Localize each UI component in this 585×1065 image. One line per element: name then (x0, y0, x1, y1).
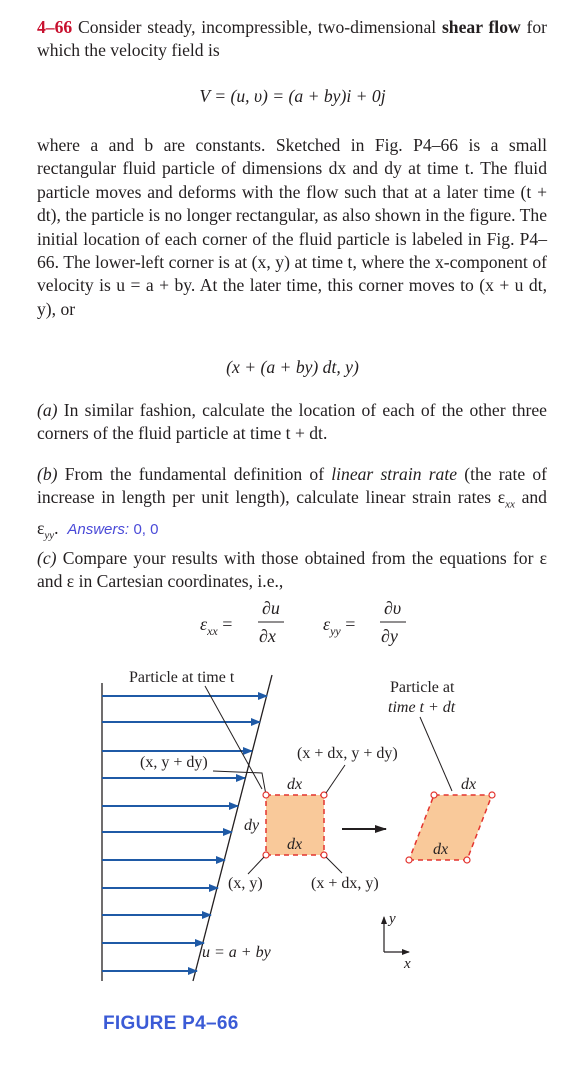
problem-number: 4–66 (37, 17, 73, 37)
label-u-profile: u = a + by (202, 944, 271, 961)
axis-x-label: x (404, 956, 411, 972)
figure-caption: FIGURE P4–66 (103, 1013, 239, 1034)
problem-intro (37, 16, 547, 63)
figure-p4-66 (0, 655, 585, 1000)
corner-marker (263, 792, 269, 798)
corner-marker (431, 792, 437, 798)
label-x-y: (x, y) (228, 875, 263, 892)
corner-marker (406, 857, 412, 863)
label-dy: dy (244, 817, 260, 834)
part-c-text: Compare your results with those obtained from the equations for ε and ε in Cartesian coordinates, i.e., (37, 548, 547, 592)
leader-x-dx-y (326, 857, 342, 873)
problem-intro-text: Consider steady, incompressible, two-dimensional (77, 17, 437, 37)
part-b-text-before: From the fundamental definition of (64, 464, 325, 484)
part-a (37, 399, 547, 446)
part-a-text: In similar fashion, calculate the location of each of the other three corners of the fluid particle at time t + dt. (37, 400, 547, 444)
part-c (37, 547, 547, 594)
body-paragraph (37, 134, 547, 321)
corner-marker (464, 857, 470, 863)
label-particle-later-line2: time t + dt (388, 699, 456, 716)
part-b-label: (b) (37, 464, 58, 484)
shear-flow-term: shear flow (441, 17, 521, 37)
label-particle-time-t: Particle at time t (129, 669, 235, 686)
velocity-equation (0, 86, 585, 107)
answers-value: 0, 0 (133, 521, 159, 539)
velocity-arrows (102, 696, 267, 971)
corner-equation (0, 357, 585, 378)
part-a-label: (a) (37, 400, 58, 420)
eps-yy-symbol: $\varepsilon_{yy}$ = (323, 614, 356, 638)
dx-denominator: ∂x (259, 626, 276, 646)
eps-xx-symbol: $\varepsilon_{xx}$ = (200, 614, 233, 638)
answers-label: Answers: (67, 521, 130, 539)
linear-strain-rate-term: linear strain rate (331, 464, 458, 484)
strain-rate-equations (0, 590, 585, 650)
corner-equation-text: (x + (a + by) dt, y) (226, 357, 359, 377)
label-dx-deformed-top: dx (461, 776, 477, 793)
du-numerator: ∂u (262, 598, 280, 618)
label-particle-later-line1: Particle at (390, 679, 455, 696)
velocity-equation-text: V = (u, υ) = (a + by)i + 0j (199, 86, 386, 106)
label-dx-top: dx (287, 776, 303, 793)
label-x-y-dy: (x, y + dy) (140, 754, 208, 771)
part-b-text-after: (the rate of increase in length per unit length), calculate linear strain rates ε (37, 464, 547, 508)
dy-denominator: ∂y (381, 626, 398, 646)
label-x-dx-y-dy: (x + dx, y + dy) (297, 745, 398, 762)
velocity-profile-line (193, 675, 272, 981)
part-c-label: (c) (37, 548, 57, 568)
leader-x-y (248, 857, 264, 874)
leader-x-y-dy (213, 771, 266, 795)
label-x-dx-y: (x + dx, y) (311, 875, 379, 892)
label-dx-deformed-bottom: dx (433, 841, 449, 858)
label-dx-bottom: dx (287, 836, 303, 853)
particle-deformed (409, 795, 492, 860)
part-b: (b) From the fundamental definition of linear strain rate (the rate of increase in length per unit length), calculate linear strain rates $\varepsilon_{xx}$ and $\varepsilon_{yy}$. Answers: 0, 0 (37, 464, 547, 542)
axis-y-label: y (389, 911, 396, 927)
dv-numerator: ∂υ (384, 598, 402, 618)
corner-marker (489, 792, 495, 798)
problem-intro-end: for which the velocity field is (37, 17, 547, 61)
leader-particle-later (420, 717, 452, 791)
body-paragraph-text: where a and b are constants. Sketched in Fig. P4–66 is a small rectangular fluid particle of dimensions dx and dy at time t. The fluid particle moves and deforms with the flow such that at a later time (t + dt), the particle is no longer rectangular, as also shown in the figure. The initial location of each corner of the fluid particle is labeled in Fig. P4–66. The lower-left corner is at (x, y) at time t, where the x-component of velocity is u = a + by. At the later time, this corner moves to (x + u dt, y), or (37, 135, 548, 319)
leader-particle-t (205, 686, 262, 789)
leader-x-dx-y-dy (326, 765, 345, 793)
